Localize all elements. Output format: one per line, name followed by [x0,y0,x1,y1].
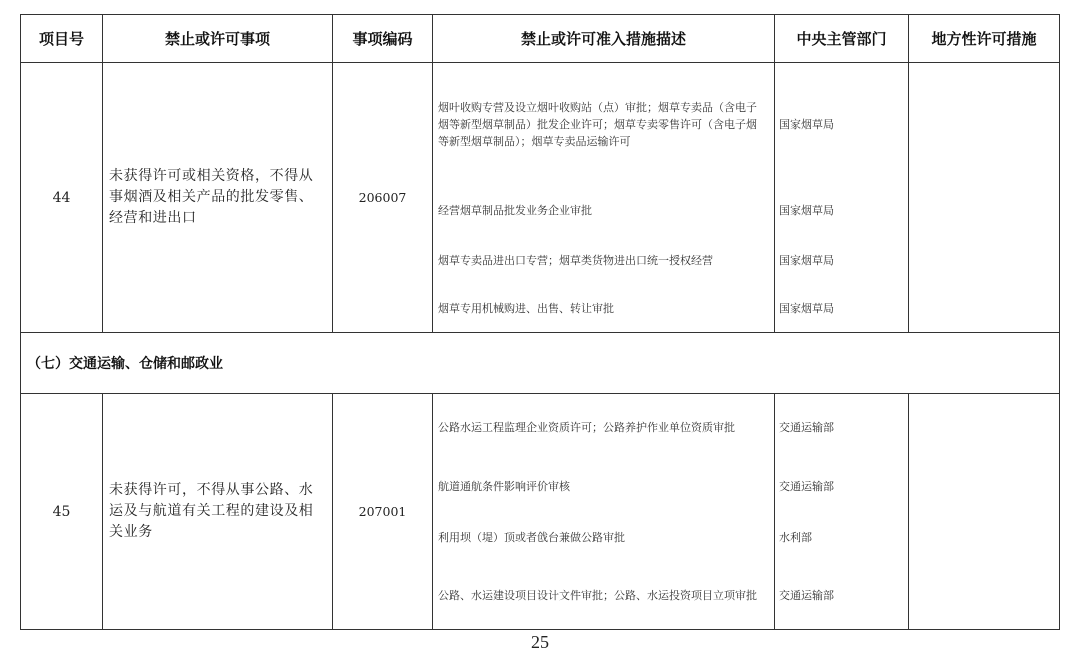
header-row [21,15,1060,63]
header-item-number: 项目号 [21,15,103,63]
item-code: 207001 [333,394,433,630]
central-dept: 国家烟草局 [779,301,834,315]
header-central-dept: 中央主管部门 [775,15,909,63]
measure-desc: 公路、水运建设项目设计文件审批；公路、水运投资项目立项审批 [438,588,757,602]
page-number: 25 [531,632,549,652]
header-code: 事项编码 [333,15,433,63]
central-dept-cell [775,394,909,630]
measure-desc: 烟叶收购专营及设立烟叶收购站（点）审批；烟草专卖品（含电子烟等新型烟草制品）批发企业许可；烟草专卖零售许可（含电子烟等新型烟草制品）；烟草专卖品运输许可 [438,100,757,148]
local-measure-cell [909,394,1060,630]
central-dept: 国家烟草局 [779,117,834,131]
measure-desc: 烟草专用机械购进、出售、转让审批 [438,301,614,315]
measure-desc: 利用坝（堤）顶或者戗台兼做公路审批 [438,530,625,544]
central-dept: 水利部 [779,530,812,544]
measure-desc-cell [433,394,775,630]
header-measure-desc: 禁止或许可准入措施描述 [433,15,775,63]
item-number: 45 [21,394,103,630]
central-dept: 国家烟草局 [779,253,834,267]
item-text: 未获得许可或相关资格，不得从事烟酒及相关产品的批发零售、经营和进出口 [109,168,314,226]
central-dept: 国家烟草局 [779,203,834,217]
item-code: 206007 [333,63,433,333]
central-dept: 交通运输部 [779,588,834,602]
measure-desc: 烟草专卖品进出口专营；烟草类货物进出口统一授权经营 [438,253,713,267]
table-row [21,394,1060,630]
local-measure-cell [909,63,1060,333]
item-text: 未获得许可，不得从事公路、水运及与航道有关工程的建设及相关业务 [109,482,314,540]
item-number: 44 [21,63,103,333]
item-cell [103,394,333,630]
measure-desc-cell [433,63,775,333]
header-local-measure: 地方性许可措施 [909,15,1060,63]
central-dept-cell [775,63,909,333]
central-dept: 交通运输部 [779,479,834,493]
measure-desc: 公路水运工程监理企业资质许可；公路养护作业单位资质审批 [438,420,735,434]
section-title: （七）交通运输、仓储和邮政业 [21,333,1060,394]
section-row [21,333,1060,394]
item-cell [103,63,333,333]
measure-desc: 经营烟草制品批发业务企业审批 [438,203,592,217]
header-item: 禁止或许可事项 [103,15,333,63]
measure-desc: 航道通航条件影响评价审核 [438,479,570,493]
central-dept: 交通运输部 [779,420,834,434]
permit-table [20,14,1060,630]
table-row [21,63,1060,333]
